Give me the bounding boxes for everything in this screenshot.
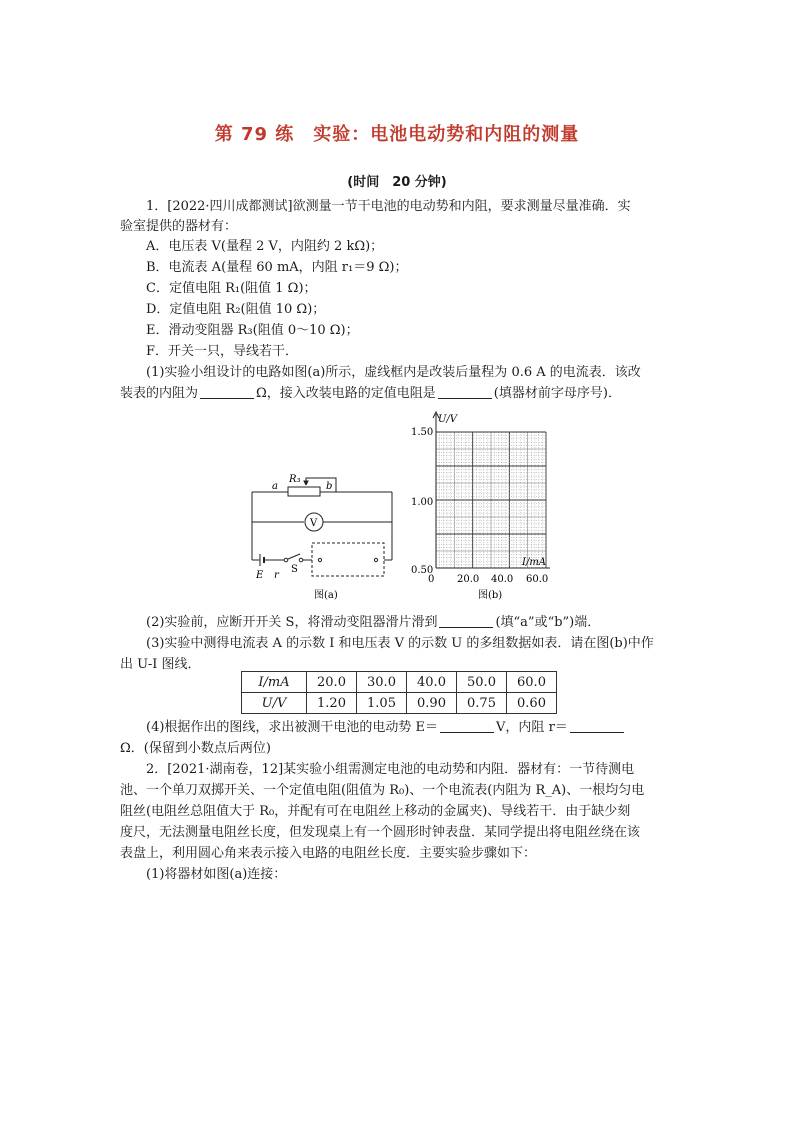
table-header-voltage: U/V [242, 693, 307, 714]
page-title: 第 79 练 实验：电池电动势和内阻的测量 [214, 124, 580, 145]
answer-blank-end[interactable] [439, 613, 493, 628]
q1-text-b: Ω，接入改装电路的定值电阻是 [256, 386, 436, 401]
q4-line-1 [146, 718, 626, 738]
label-b: b [326, 481, 333, 492]
y-axis-label: U/V [438, 414, 458, 425]
q4-text-a: (4)根据作出的图线，求出被测干电池的电动势 E＝ [146, 720, 439, 735]
q3-line-2: 出 U-I 图线． [120, 657, 201, 672]
table-cell: 0.90 [407, 693, 457, 714]
table-row [242, 693, 557, 714]
option-b: B．电流表 A(量程 60 mA，内阻 r₁＝9 Ω)； [146, 260, 408, 275]
table-row [242, 672, 557, 693]
figure-a-caption: 图(a) [314, 590, 338, 601]
table-cell: 1.05 [357, 693, 407, 714]
table-cell: 1.20 [307, 693, 357, 714]
q2-text-b: (填“a”或“b”)端． [495, 615, 601, 630]
p2-line-2: 池、一个单刀双掷开关、一个定值电阻(阻值为 R₀)、一个电流表(内阻为 R_A)、一根均匀电 [120, 783, 645, 798]
table-cell: 0.75 [457, 693, 507, 714]
x-tick-0: 0 [428, 574, 435, 585]
graph-grid [436, 432, 546, 568]
label-a: a [272, 481, 278, 492]
q4-text-b: V，内阻 r＝ [496, 720, 568, 735]
x-tick-40: 40.0 [491, 574, 514, 585]
option-e: E．滑动变阻器 R₃(阻值 0～10 Ω)； [146, 323, 359, 338]
q1-text-a: 装表的内阻为 [120, 386, 199, 401]
circuit-figure-a [246, 468, 406, 604]
p2-line-4: 度尺，无法测量电阻丝长度，但发现桌上有一个圆形时钟表盘．某同学提出将电阻丝绕在该 [120, 825, 641, 840]
option-c: C．定值电阻 R₁(阻值 1 Ω)； [146, 281, 317, 296]
label-s: S [291, 564, 298, 575]
option-d: D．定值电阻 R₂(阻值 10 Ω)； [146, 302, 326, 317]
voltmeter-label: V [310, 518, 318, 529]
x-tick-60: 60.0 [526, 574, 549, 585]
q2-line [146, 613, 600, 633]
p2-line-1: 2．[2021·湖南卷，12]某实验小组需测定电池的电动势和内阻．器材有：一节待测电 [146, 762, 635, 777]
table-cell: 30.0 [357, 672, 407, 693]
p2-line-3: 阻丝(电阻丝总阻值大于 R₀，并配有可在电阻丝上移动的金属夹)、导线若干．由于缺少刻 [120, 804, 631, 819]
p2-line-6: (1)将器材如图(a)连接： [146, 867, 287, 882]
option-a: A．电压表 V(量程 2 V，内阻约 2 kΩ)； [146, 239, 384, 254]
answer-blank-internal-resistance[interactable] [570, 718, 624, 733]
time-limit: (时间 20 分钟) [347, 175, 447, 190]
q2-text-a: (2)实验前，应断开开关 S，将滑动变阻器滑片滑到 [146, 615, 438, 630]
q1-line-2 [120, 384, 621, 404]
q1-text-c: (填器材前字母序号)． [493, 386, 621, 401]
graph-figure-b [410, 410, 560, 602]
figure-b-caption: 图(b) [478, 590, 503, 601]
data-table [241, 671, 557, 714]
table-cell: 60.0 [507, 672, 557, 693]
p1-line-1: 1．[2022·四川成都测试]欲测量一节干电池的电动势和内阻，要求测量尽量准确．实 [146, 199, 631, 214]
answer-blank-resistor[interactable] [438, 384, 492, 399]
answer-blank-resistance[interactable] [200, 384, 254, 399]
table-cell: 20.0 [307, 672, 357, 693]
y-tick-1-00: 1.00 [411, 497, 434, 508]
y-tick-1-50: 1.50 [411, 427, 434, 438]
label-e: E [256, 570, 264, 581]
q4-line-2: Ω．(保留到小数点后两位) [120, 741, 271, 756]
q1-line-1: (1)实验小组设计的电路如图(a)所示，虚线框内是改装后量程为 0.6 A 的电流表．该改 [146, 365, 641, 380]
table-header-current: I/mA [242, 672, 307, 693]
p1-line-2: 验室提供的器材有： [120, 219, 238, 234]
p2-line-5: 表盘上，利用圆心角来表示接入电路的电阻丝长度．主要实验步骤如下： [120, 846, 537, 861]
label-r3: R₃ [289, 474, 301, 485]
table-cell: 50.0 [457, 672, 507, 693]
label-r: r [274, 570, 279, 581]
answer-blank-emf[interactable] [440, 718, 494, 733]
q3-line-1: (3)实验中测得电流表 A 的示数 I 和电压表 V 的示数 U 的多组数据如表．请在图(b)中作 [146, 636, 654, 651]
option-f: F．开关一只，导线若干． [146, 344, 299, 359]
table-cell: 40.0 [407, 672, 457, 693]
table-cell: 0.60 [507, 693, 557, 714]
x-tick-20: 20.0 [457, 574, 480, 585]
y-tick-0-50: 0.50 [411, 565, 434, 576]
x-axis-label: I/mA [522, 557, 547, 568]
